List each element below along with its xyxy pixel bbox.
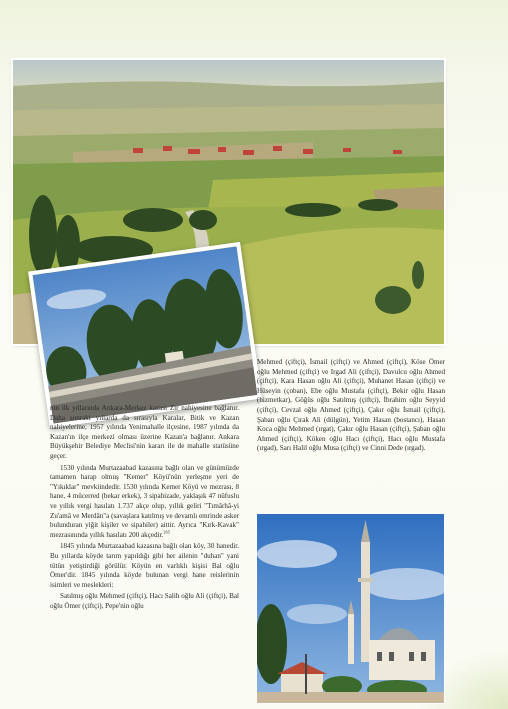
left-paragraph-1: nin ilk yıllarında Ankara-Merkez kazası Zir nahiyesine bağlanır. Daha sonraki yıllarda da sırasıyla Karalar, Bitik ve Kazan nahiyelerine, 1957 yılında Yenimahalle ilçesine, 1987 yılında da Kazan'ın ilçe merkezi olması üzerine Kazan'a bağlanır. Ankara Büyükşehir Belediye Meclisi'nin kararı ile de mahalle statüsüne geçer.	[50, 404, 239, 460]
right-column-text	[257, 358, 445, 456]
left-paragraph-3: 1845 yılında Murtazaabad kazasına bağlı olan köy, 30 hanedir. Bu yıllarda köyde tarım yapıldığı gibi her ailenin "duhan" yani tütün yetiştirdiği görülür. Köyün en varlıklı kişisi Bal oğlu Ömer'dir. 1845 yılında köyde bulunan vergi hane reislerinin isimleri ve meslekleri:	[50, 542, 239, 589]
left-column-text	[50, 404, 239, 613]
footnote-marker: 265	[163, 529, 171, 535]
right-paragraph-1: Mehmed (çiftçi), İsmail (çiftçi) ve Ahmed (çiftçi), Köse Ömer oğlu Mehmed (çiftçi) ve Irgad Ali (çiftçi), Davulcu oğlu Ahmed (çiftçi), Kara Hasan oğlu Ali (çiftçi), Muhanet Hasan (çiftçi) ve Hüseyin (çoban), Ebe oğlu Mustafa (çiftçi), Bekir oğlu Hasan (hizmetkar), Göğüs oğlu Satılmış (çiftçi), İbrahim oğlu Seyyid (çiftçi), Cevzal oğlu Ahmed (çiftçi), Çakır oğlu İsmail (çiftçi), Şaban oğlu Çırak Ali (dülgün), Yetim Hasan (bostancı), Hasan Koca oğlu Mehmed (ırgat), Çakır oğlu Hasan (çiftçi), Şaban oğlu Ahmed (çiftçi), Köken oğlu Hacı (çiftçi), Hacı oğlu Mustafa (ırgad), Sarı Halil oğlu Musa (çiftçi) ve Cinni Dede (ırgad).	[257, 358, 445, 453]
left-paragraph-2-text: 1530 yılında Murtazaabad kazasına bağlı olan ve günümüzde tamamen harap olmuş "Kemer" Köyü'nün yerleşme yeri de "Yıkıklar" mevkiindedir. 1530 yılında Kemer Köyü ve mezrası, 8 hane, 4 mücerred (bekar erkek), 3 sipahizade, yaklaşık 47 nüfuslu ve yıllık vergi hasılatı 1.737 akçe olup, yıllık geliri "Tımârhâ-yi Zu'amâ ve Merdân"a (savaşlara katılmış ve devamlı emrinde asker bulunduran yiğit kişiler ve sipahiler) aittir. Ayrıca "Kırk-Kavak" mezrasınında yıllık hasılatı 200 akçedir.	[50, 463, 239, 539]
left-paragraph-4: Satılmış oğlu Mehmed (çiftçi), Hacı Salih oğlu Ali (çiftçi), Bal oğlu Ömer (çiftçi), Pepe'nin oğlu	[50, 592, 239, 610]
mosque-photo	[257, 514, 444, 703]
left-paragraph-2	[50, 464, 239, 541]
inset-photo	[28, 242, 262, 428]
